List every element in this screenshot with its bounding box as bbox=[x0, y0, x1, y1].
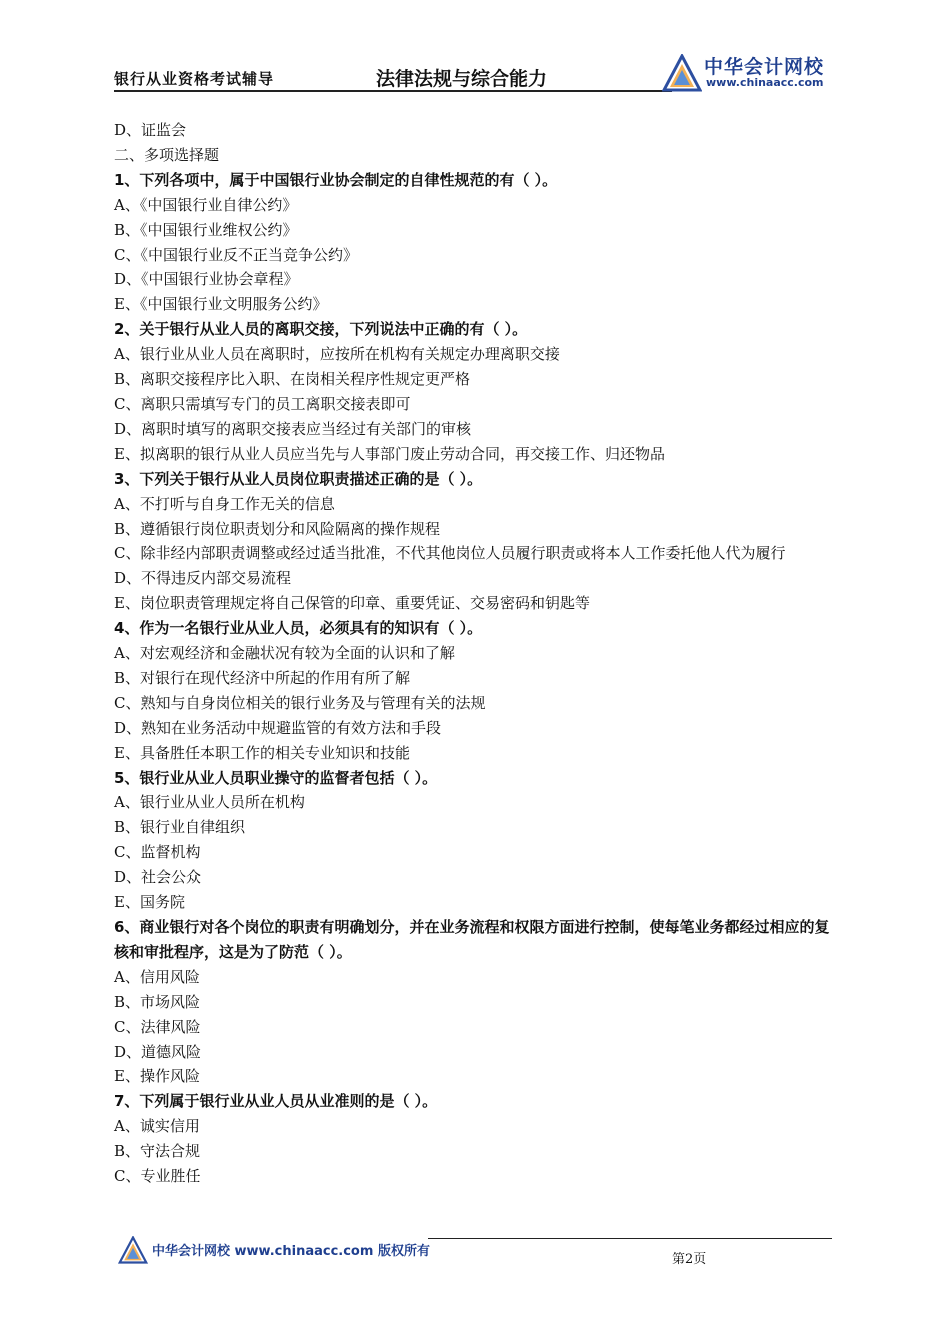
question-stem: 6、商业银行对各个岗位的职责有明确划分，并在业务流程和权限方面进行控制，使每笔业务都经过相应的复核和审批程序，这是为了防范（ ）。 bbox=[114, 918, 830, 961]
page-footer bbox=[118, 1234, 834, 1274]
footer-copyright: 中华会计网校 www.chinaacc.com 版权所有 bbox=[152, 1244, 430, 1259]
text-line: C、《中国银行业反不正当竞争公约》 bbox=[114, 245, 358, 264]
text-line: 二、多项选择题 bbox=[114, 145, 220, 164]
text-line: E、操作风险 bbox=[114, 1067, 200, 1086]
text-line: D、社会公众 bbox=[114, 868, 202, 887]
text-line: A、信用风险 bbox=[114, 967, 200, 986]
text-line: C、专业胜任 bbox=[114, 1167, 201, 1186]
text-line: B、离职交接程序比入职、在岗相关程序性规定更严格 bbox=[114, 370, 471, 389]
text-line: B、遵循银行岗位职责划分和风险隔离的操作规程 bbox=[114, 519, 441, 538]
brand-logo bbox=[662, 50, 838, 94]
text-line: E、国务院 bbox=[114, 893, 185, 912]
text-line: A、银行业从业人员所在机构 bbox=[114, 793, 305, 812]
text-line: C、法律风险 bbox=[114, 1017, 201, 1036]
text-line: E、《中国银行业文明服务公约》 bbox=[114, 295, 328, 314]
text-line: D、《中国银行业协会章程》 bbox=[114, 270, 299, 289]
document-body bbox=[114, 118, 838, 1189]
text-line: E、拟离职的银行从业人员应当先与人事部门废止劳动合同，再交接工作、归还物品 bbox=[114, 444, 665, 463]
text-line: D、道德风险 bbox=[114, 1042, 202, 1061]
text-line: A、对宏观经济和金融状况有较为全面的认识和了解 bbox=[114, 644, 455, 663]
text-line: C、除非经内部职责调整或经过适当批准，不代其他岗位人员履行职责或将本人工作委托他人代为履行 bbox=[114, 544, 786, 563]
logo-triangle-icon bbox=[662, 54, 702, 92]
question-stem: 1、下列各项中，属于中国银行业协会制定的自律性规范的有（ ）。 bbox=[114, 170, 558, 189]
footer-divider bbox=[428, 1238, 832, 1239]
text-line: D、离职时填写的离职交接表应当经过有关部门的审核 bbox=[114, 419, 472, 438]
question-stem: 4、作为一名银行业从业人员，必须具有的知识有（ ）。 bbox=[114, 619, 483, 638]
question-stem: 2、关于银行从业人员的离职交接，下列说法中正确的有（ ）。 bbox=[114, 320, 528, 339]
text-line: A、《中国银行业自律公约》 bbox=[114, 195, 298, 214]
question-stem: 5、银行业从业人员职业操守的监督者包括（ ）。 bbox=[114, 768, 438, 787]
text-line: B、守法合规 bbox=[114, 1142, 201, 1161]
text-line: E、岗位职责管理规定将自己保管的印章、重要凭证、交易密码和钥匙等 bbox=[114, 594, 590, 613]
text-line: B、银行业自律组织 bbox=[114, 818, 246, 837]
text-line: C、熟知与自身岗位相关的银行业务及与管理有关的法规 bbox=[114, 693, 486, 712]
header-left-title: 银行从业资格考试辅导 bbox=[114, 70, 275, 88]
text-line: C、监督机构 bbox=[114, 843, 201, 862]
text-line: A、诚实信用 bbox=[114, 1117, 200, 1136]
header-divider bbox=[114, 90, 672, 92]
text-line: B、对银行在现代经济中所起的作用有所了解 bbox=[114, 668, 411, 687]
text-line: E、具备胜任本职工作的相关专业知识和技能 bbox=[114, 743, 410, 762]
page-header bbox=[114, 50, 836, 92]
text-line: D、不得违反内部交易流程 bbox=[114, 569, 292, 588]
text-line: B、市场风险 bbox=[114, 992, 201, 1011]
logo-url: www.chinaacc.com bbox=[706, 76, 824, 89]
text-line: B、《中国银行业维权公约》 bbox=[114, 220, 298, 239]
text-line: A、不打听与自身工作无关的信息 bbox=[114, 494, 335, 513]
footer-logo-icon bbox=[118, 1236, 148, 1264]
question-stem: 3、下列关于银行从业人员岗位职责描述正确的是（ ）。 bbox=[114, 469, 483, 488]
text-line: A、银行业从业人员在离职时，应按所在机构有关规定办理离职交接 bbox=[114, 345, 560, 364]
logo-name: 中华会计网校 bbox=[704, 56, 825, 78]
page-number: 第2页 bbox=[672, 1252, 707, 1267]
text-line: D、熟知在业务活动中规避监管的有效方法和手段 bbox=[114, 718, 442, 737]
question-stem: 7、下列属于银行业从业人员从业准则的是（ ）。 bbox=[114, 1092, 438, 1111]
header-center-title: 法律法规与综合能力 bbox=[376, 68, 548, 90]
text-line: C、离职只需填写专门的员工离职交接表即可 bbox=[114, 394, 411, 413]
text-line: D、证监会 bbox=[114, 121, 187, 139]
